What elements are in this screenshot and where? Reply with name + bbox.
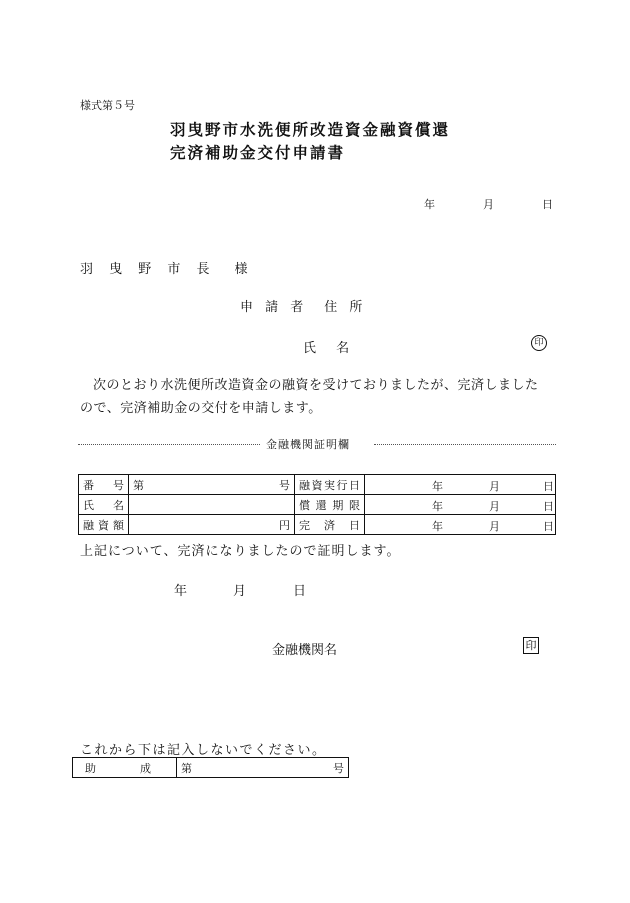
loan-number-prefix: 第 — [133, 478, 144, 492]
office-use-note: これから下は記入しないでください。 — [80, 743, 327, 758]
applicant-seal-icon: 印 — [531, 335, 547, 351]
office-use-table — [72, 757, 349, 778]
date-month-label: 月 — [489, 500, 500, 513]
loan-amount-field[interactable] — [129, 515, 295, 535]
loan-number-label: 番 号 — [79, 475, 129, 495]
applicant-address-label: 申 請 者 住 所 — [240, 300, 367, 315]
application-date-month: 月 — [483, 198, 494, 211]
borrower-name-label: 氏 名 — [79, 495, 129, 515]
certification-date-year: 年 — [174, 584, 188, 599]
table-row — [79, 515, 556, 535]
applicant-name-label: 氏 名 — [303, 341, 358, 356]
certification-statement: 上記について、完済になりましたので証明します。 — [80, 544, 401, 559]
application-date-year: 年 — [424, 198, 435, 211]
institution-seal-icon: 印 — [523, 637, 539, 654]
loan-execution-date-label: 融資実行日 — [295, 475, 365, 495]
completion-date-field[interactable] — [365, 515, 556, 535]
loan-execution-date-field[interactable] — [365, 475, 556, 495]
repayment-deadline-label: 償 還 期 限 — [295, 495, 365, 515]
loan-number-suffix: 号 — [279, 478, 290, 492]
completion-date-label: 完 済 日 — [295, 515, 365, 535]
document-title-line2: 完済補助金交付申請書 — [170, 143, 346, 162]
subsidy-number-suffix: 号 — [333, 761, 344, 775]
date-year-label: 年 — [432, 500, 443, 513]
certification-divider — [78, 436, 556, 452]
certification-date-day: 日 — [293, 584, 307, 599]
table-row — [79, 495, 556, 515]
date-month-label: 月 — [489, 480, 500, 493]
loan-amount-unit: 円 — [279, 518, 290, 532]
date-day-label: 日 — [543, 500, 554, 513]
document-title-line1: 羽曳野市水洗便所改造資金融資償還 — [170, 120, 451, 139]
application-body-text: 次のとおり水洗便所改造資金の融資を受けておりましたが、完済しましたので、完済補助金の交付を申請します。 — [80, 378, 539, 416]
borrower-name-field[interactable] — [129, 495, 295, 515]
date-day-label: 日 — [543, 480, 554, 493]
certification-date-month: 月 — [233, 584, 247, 599]
date-day-label: 日 — [543, 520, 554, 533]
loan-amount-label: 融資額 — [79, 515, 129, 535]
form-number: 様式第５号 — [80, 99, 135, 112]
repayment-deadline-field[interactable] — [365, 495, 556, 515]
date-year-label: 年 — [432, 520, 443, 533]
addressee: 羽 曳 野 市 長 様 — [80, 262, 254, 277]
subsidy-number-prefix: 第 — [181, 761, 192, 775]
table-row — [73, 758, 349, 778]
loan-number-field[interactable] — [129, 475, 295, 495]
table-row — [79, 475, 556, 495]
financial-institution-label: 金融機関名 — [272, 643, 338, 658]
subsidy-number-field[interactable] — [177, 758, 349, 778]
application-date-day: 日 — [542, 198, 553, 211]
subsidy-label: 助 成 — [73, 758, 177, 778]
certification-section-title: 金融機関証明欄 — [266, 438, 350, 451]
date-month-label: 月 — [489, 520, 500, 533]
certification-table — [78, 474, 556, 535]
date-year-label: 年 — [432, 480, 443, 493]
